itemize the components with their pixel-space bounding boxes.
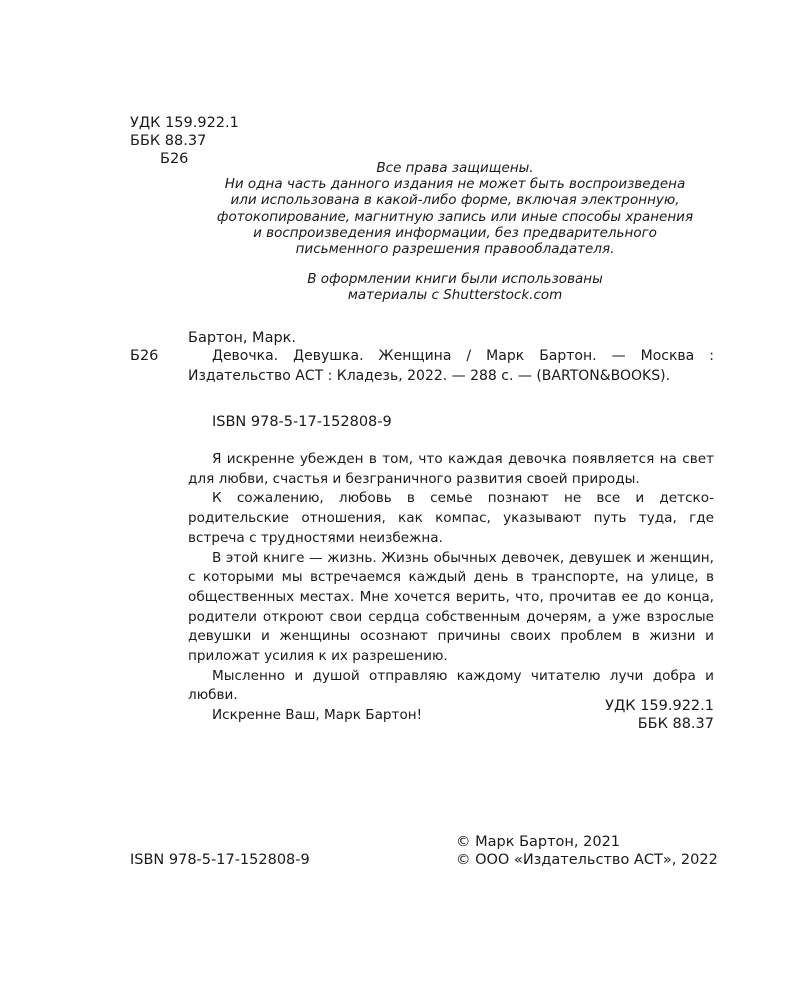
rights-notice [190,160,720,304]
rights-line: письменного разрешения правообладателя. [295,241,615,258]
udk-code-top: УДК 159.922.1 [130,115,239,131]
bibliographic-isbn: ISBN 978-5-17-152808-9 [212,414,392,430]
copyright-publisher: © ООО «Издательство АСТ», 2022 [456,852,718,868]
bibliographic-sign: Б26 [130,348,159,364]
image-credit-line: В оформлении книги были использованы [307,271,603,288]
bibliographic-description: Девочка. Девушка. Женщина / Марк Бартон. — Москва : Издательство АСТ : Кладезь, 2022. — 288 с. — (BARTON&BOOKS). [188,348,714,384]
copyright-author: © Марк Бартон, 2021 [456,834,621,850]
bibliographic-author: Бартон, Марк. [188,330,297,346]
rights-line: и воспроизведения информации, без предварительного [253,224,657,241]
rights-line: Ни одна часть данного издания не может быть воспроизведена [224,176,686,193]
annotation-paragraph: К сожалению, любовь в семье познают не все и детско-родительские отношения, как компас, указывают путь туда, где встреча с трудностями неизбежна. [188,490,714,546]
rights-line: фотокопирование, магнитную запись или иные способы хранения [216,208,694,225]
rights-line: или использована в какой-либо форме, включая электронную, [230,192,680,209]
annotation-paragraph: В этой книге — жизнь. Жизнь обычных девочек, девушек и женщин, с которыми мы встречаемся каждый день в транспорте, на улице, в общественных местах. Мне хочется верить, что, прочитав ее до конца, родители откроют свои сердца собственным дочерям, а уже взрослые девушки и женщины осознают причины своих проблем в жизни и приложат усилия к их разрешению. [188,549,714,665]
annotation-paragraph: Искренне Ваш, Марк Бартон! [212,707,423,724]
rights-spacer [190,257,720,271]
rights-line: Все права защищены. [376,160,534,176]
annotation-paragraph: Мысленно и душой отправляю каждому читателю лучи добра и любви. [188,667,714,704]
author-sign-top: Б26 [160,151,189,167]
image-credit-line: материалы с Shutterstock.com [347,287,563,304]
annotation-paragraph: Я искренне убежден в том, что каждая девочка появляется на свет для любви, счастья и безграничного развития своей природы. [188,451,714,487]
bbk-code-right: ББК 88.37 [637,716,714,732]
footer-isbn: ISBN 978-5-17-152808-9 [130,852,310,868]
book-annotation [188,450,714,726]
udk-code-right: УДК 159.922.1 [605,698,714,714]
bbk-code-top: ББК 88.37 [130,133,207,149]
